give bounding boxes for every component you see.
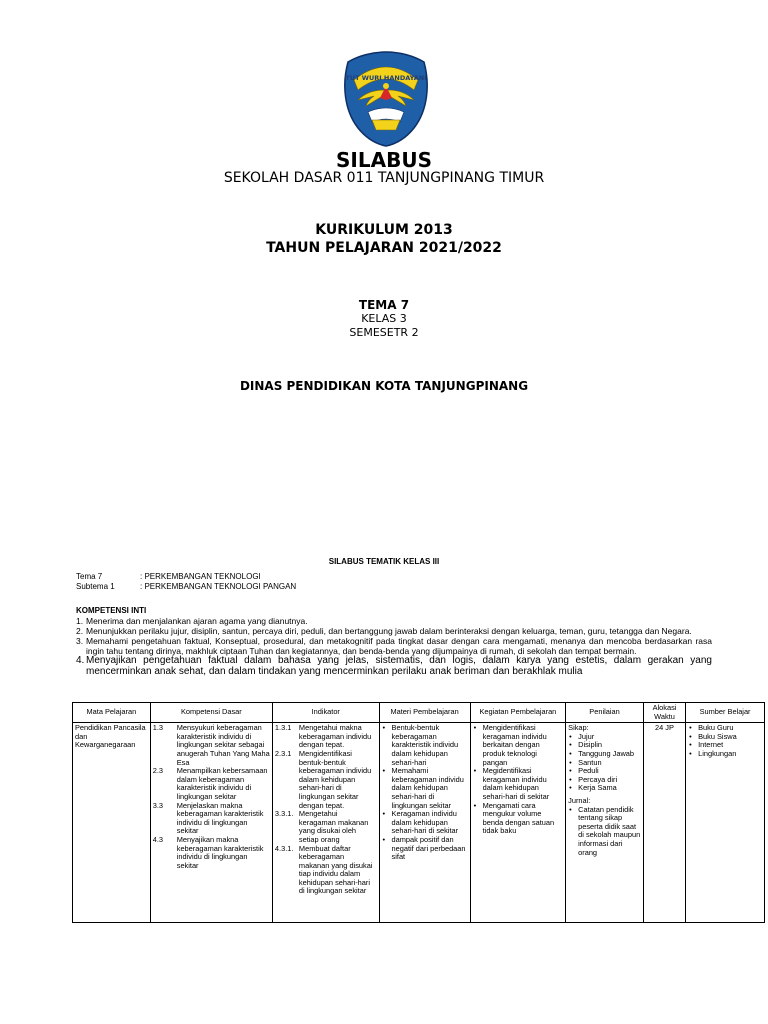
indikator-text: Mengetahui makna keberagaman individu dengan tepat. <box>298 723 372 750</box>
sikap-item: • Percaya diri <box>568 776 641 785</box>
kd-code: 1.3 <box>152 723 164 733</box>
indikator-item <box>275 810 377 844</box>
ki-list <box>76 616 712 677</box>
kd-text: Mensyukuri keberagaman karakteristik individu di lingkungan sekitar sebagai anugerah Tuhan Yang Maha Esa <box>176 723 270 767</box>
materi-item: • Bentuk-bentuk keberagaman karakteristik individu dalam kehidupan sehari-hari <box>382 724 468 767</box>
kd-item <box>153 767 270 801</box>
alokasi-cell: 24 JP <box>643 723 685 923</box>
education-office: DINAS PENDIDIKAN KOTA TANJUNGPINANG <box>239 379 529 393</box>
ki-item <box>76 626 712 636</box>
col-header: Mata Pelajaran <box>73 703 151 723</box>
ki-number: 2. <box>76 626 84 636</box>
indikator-code: 4.3.1. <box>274 843 294 853</box>
indikator-text: Mengetahui keragaman makanan yang disukai oleh setiap orang <box>298 809 369 844</box>
sikap-item: • Jujur <box>568 733 641 742</box>
ki-text: Memahami pengetahuan faktual, Konseptual, prosedural, dan metakognitif pada tingkat dasar dengan cara mengamati, menanya dan mencoba berdasarkan rasa ingin tahu tentang dirinya, makhluk ciptaan Tuhan dan kegiatannya, dan benda-benda yang dijumpainya di rumah, di sekolah dan tempat bermain. <box>86 636 712 656</box>
col-header: Materi Pembelajaran <box>379 703 470 723</box>
kd-code: 2.3 <box>152 766 164 776</box>
kd-text: Menampilkan kebersamaan dalam keberagaman karakteristik individu di lingkungan sekitar <box>176 766 268 801</box>
penilaian-cell <box>566 723 644 923</box>
indikator-text: Mengidentifikasi bentuk-bentuk keberagaman individu dalam kehidupan sehari-hari di lingkungan sekitar dengan tepat. <box>298 748 372 810</box>
kd-text: Menjelaskan makna keberagaman karakteristik individu di lingkungan sekitar <box>176 800 264 836</box>
jurnal-label: Jurnal: <box>568 795 591 805</box>
col-header: Sumber Belajar <box>686 703 765 723</box>
subject-cell: Pendidikan Pancasila dan Kewarganegaraan <box>73 723 151 923</box>
ki-item <box>76 636 712 656</box>
materi-item: • Keragaman individu dalam kehidupan sehari-hari di sekitar <box>382 810 468 836</box>
theme-label: TEMA 7 <box>358 298 410 312</box>
theme-info <box>76 572 296 592</box>
table-row <box>73 723 765 923</box>
kd-text: Menyajikan makna keberagaman karakteristik individu di lingkungan sekitar <box>176 834 264 870</box>
indikator-code: 3.3.1. <box>274 809 294 819</box>
sikap-item: • Disiplin <box>568 741 641 750</box>
ki-item <box>76 616 712 626</box>
col-header: Indikator <box>272 703 379 723</box>
grade-label: KELAS 3 <box>361 312 407 325</box>
col-header: Kegiatan Pembelajaran <box>470 703 566 723</box>
kd-item <box>153 836 270 870</box>
materi-item: • Memahami keberagaman individu dalam kehidupan sehari-hari di lingkungan sekitar <box>382 767 468 810</box>
tema-label: Tema 7 <box>76 572 103 581</box>
syllabus-table <box>72 702 765 923</box>
sikap-label: Sikap: <box>568 723 589 733</box>
logo-lettering: TUT WURI HANDAYANI <box>345 74 427 82</box>
kd-code: 3.3 <box>152 800 164 810</box>
subtema-label: Subtema 1 <box>76 582 115 591</box>
col-header: Penilaian <box>566 703 644 723</box>
sikap-item: • Tanggung Jawab <box>568 750 641 759</box>
kegiatan-item: • Mengamati cara mengukur volume benda dengan satuan tidak baku <box>473 802 564 836</box>
indikator-code: 2.3.1 <box>274 748 292 758</box>
table-header-row <box>73 703 765 723</box>
sikap-item: • Kerja Sama <box>568 784 641 793</box>
ki-text: Menunjukkan perilaku jujur, disiplin, santun, percaya diri, peduli, dan bertanggung jawab dalam berinteraksi dengan keluarga, teman, guru, tetangga dan Negara. <box>86 626 692 636</box>
kegiatan-item: • Megidentifikasi keragaman individu dalam kehidupan sehari-hari di sekitar <box>473 767 564 801</box>
sumber-item: • Lingkungan <box>688 750 762 759</box>
kd-item <box>153 802 270 836</box>
ki-number: 1. <box>76 616 84 626</box>
materi-item: • dampak positif dan negatif dari perbedaan sifat <box>382 836 468 862</box>
ki-number: 4. <box>76 655 85 666</box>
sikap-item: • Santun <box>568 759 641 768</box>
ki-text: Menyajikan pengetahuan faktual dalam bahasa yang jelas, sistematis, dan logis, dalam karya yang estetis, dalam gerakan yang mencerminkan anak sehat, dan dalam tindakan yang mencerminkan perilaku anak beriman dan berakhlak mulia <box>86 655 712 677</box>
jurnal-item: • Catatan pendidik tentang sikap peserta didik saat di sekolah maupun informasi dari orang <box>568 806 641 858</box>
indikator-text: Membuat daftar keberagaman makanan yang disukai tiap individu dalam kehidupan sehari-hari di lingkungan sekitar <box>298 843 373 896</box>
kd-cell <box>150 723 272 923</box>
kegiatan-item: • Mengidentifikasi keragaman individu berkaitan dengan produk teknologi pangan <box>473 724 564 767</box>
col-header: Alokasi Waktu <box>643 703 685 723</box>
sumber-item: • Buku Guru <box>688 724 762 733</box>
kd-code: 4.3 <box>152 834 164 844</box>
academic-year: TAHUN PELAJARAN 2021/2022 <box>266 240 502 256</box>
curriculum-label: KURIKULUM 2013 <box>315 222 453 238</box>
semester-label: SEMESETR 2 <box>349 326 419 339</box>
ki-text: Menerima dan menjalankan ajaran agama yang dianutnya. <box>86 616 308 626</box>
indikator-item <box>275 750 377 810</box>
school-name: SEKOLAH DASAR 011 TANJUNGPINANG TIMUR <box>223 170 545 186</box>
kd-item <box>153 724 270 767</box>
col-header: Kompetensi Dasar <box>150 703 272 723</box>
materi-cell <box>379 723 470 923</box>
document-title: SILABUS <box>336 148 432 172</box>
syllabus-title: SILABUS TEMATIK KELAS III <box>328 557 440 566</box>
ki-number: 3. <box>76 636 84 646</box>
sumber-item: • Buku Siswa <box>688 733 762 742</box>
sumber-cell <box>686 723 765 923</box>
ki-item <box>76 656 712 677</box>
tema-value: : PERKEMBANGAN TEKNOLOGI <box>140 572 261 581</box>
sikap-item: • Peduli <box>568 767 641 776</box>
indikator-item <box>275 845 377 897</box>
indikator-cell <box>272 723 379 923</box>
sumber-item: • Internet <box>688 741 762 750</box>
kegiatan-cell <box>470 723 566 923</box>
indikator-item <box>275 724 377 750</box>
ki-heading: KOMPETENSI INTI <box>76 606 147 615</box>
indikator-code: 1.3.1 <box>274 723 292 733</box>
tut-wuri-handayani-logo <box>338 50 434 148</box>
subtema-value: : PERKEMBANGAN TEKNOLOGI PANGAN <box>140 582 297 591</box>
